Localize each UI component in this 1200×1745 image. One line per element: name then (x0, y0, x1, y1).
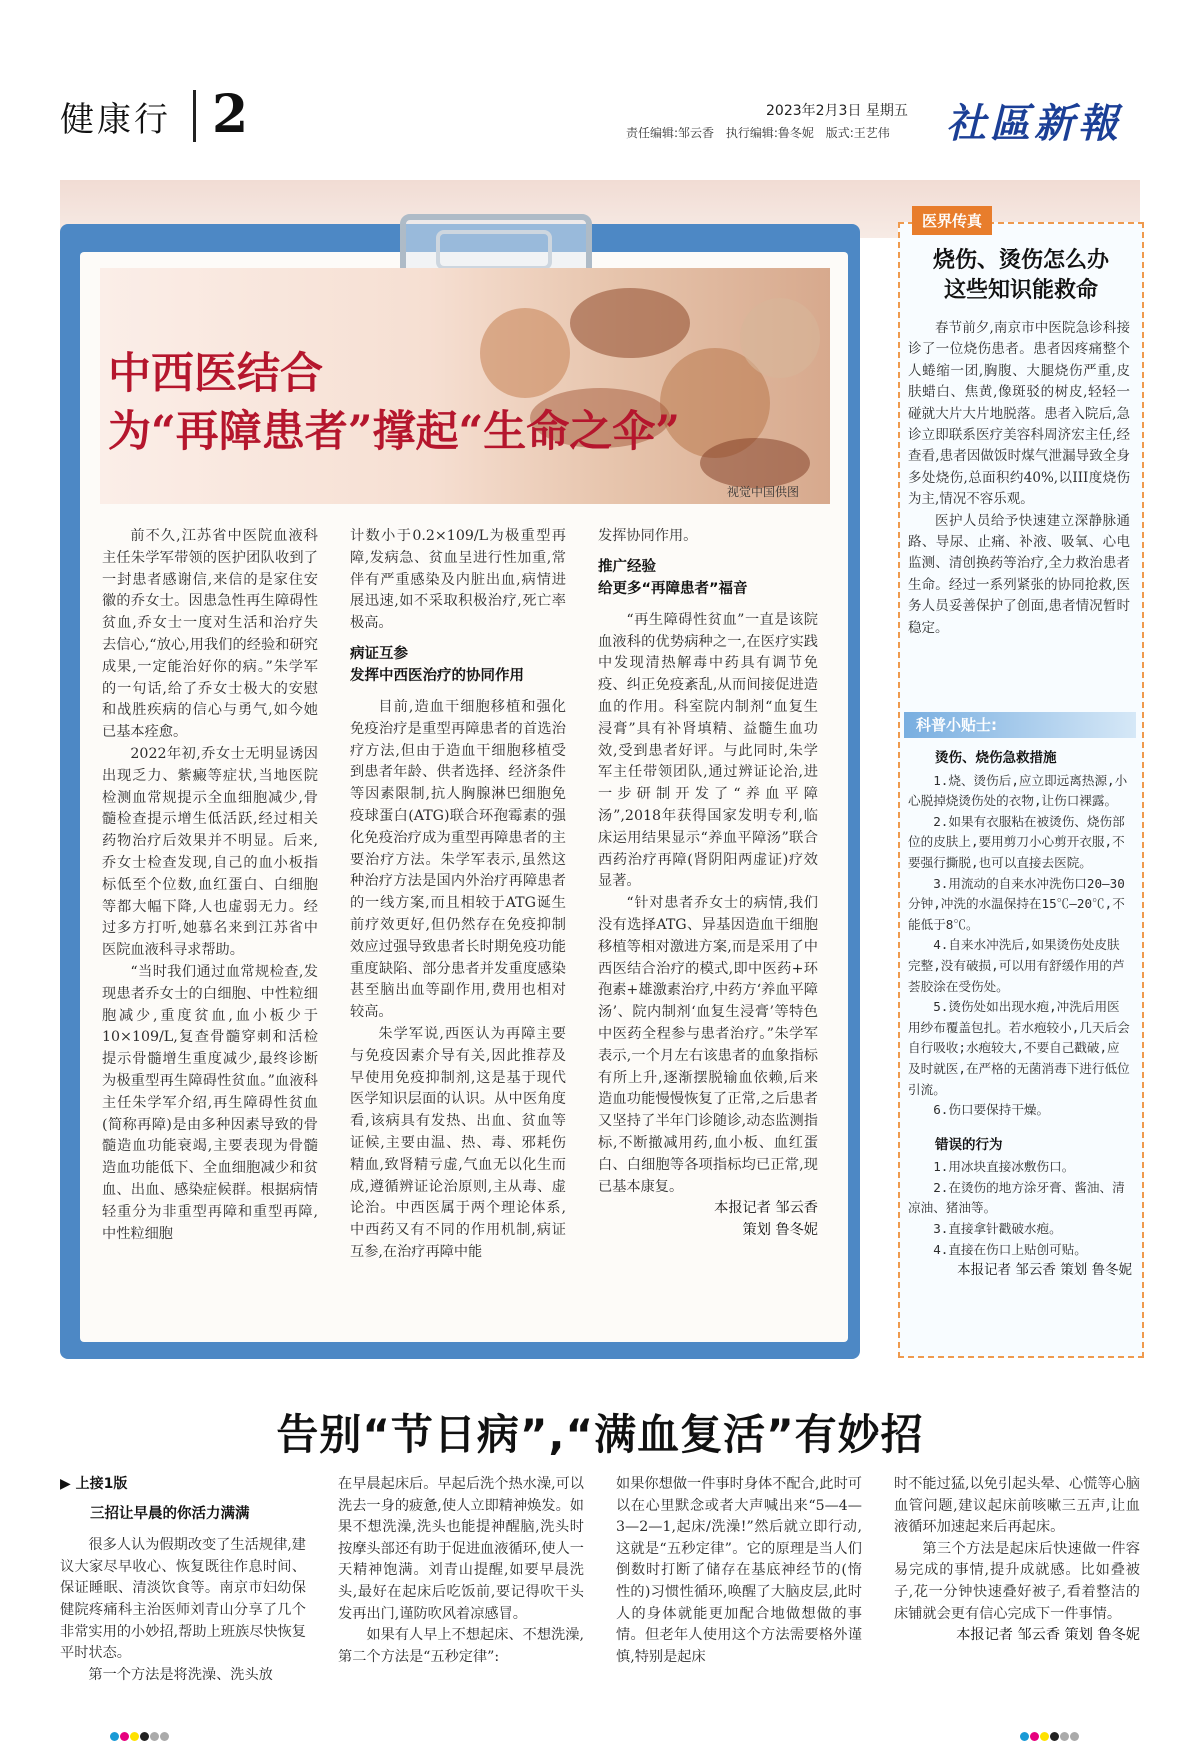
article-column-3 (598, 526, 818, 1242)
continued-from (60, 1474, 306, 1496)
tips-title: 烫伤、烧伤急救措施 (935, 750, 1057, 766)
clipboard-clip-inner (436, 230, 552, 270)
paragraph: 如果你想做一件事时身体不配合,此时可以在心里默念或者大声喊出来“5—4—3—2—1,起床/洗澡!”然后就立即行动,这就是“五秒定律”。它的原理是当人们倒数时打断了储存在基底神经节的(惰性的)习惯性循环,唤醒了大脑皮层,此时人的身体就能更加配合地做想做的事情。但老年人使用这个方法需要格外谨慎,特别是起床 (616, 1476, 862, 1665)
sidebar-title-line1: 烧伤、烫伤怎么办 (932, 248, 1109, 273)
tip-item: 3.用流动的自来水冲洗伤口20—30分钟,冲洗的水温保持在15℃—20℃,不能低于8℃。 (908, 875, 1125, 932)
paragraph: “再生障碍性贫血”一直是该院血液科的优势病种之一,在医疗实践中发现清热解毒中药具有调节免疫、纠正免疫紊乱,从而间接促进造血的作用。科室院内制剂“血复生浸膏”具有补肾填精、益髓生血功效,受到患者好评。与此同时,朱学军主任带领团队,通过辨证论治,进一步研制开发了“养血平障汤”,2018年获得国家发明专利,临床运用结果显示“养血平障汤”联合西药治疗再障(肾阴阳两虚证)疗效显著。 (598, 611, 818, 890)
paragraph: 时不能过猛,以免引起头晕、心慌等心脑血管问题,建议起床前咳嗽三五声,让血液循环加速起来后再起床。 (894, 1476, 1140, 1536)
byline-planner: 策划 鲁冬妮 (742, 1222, 818, 1239)
wrong-item: 2.在烫伤的地方涂牙膏、酱油、清凉油、猪油等。 (908, 1179, 1125, 1216)
tip-item: 1.烧、烫伤后,应立即远离热源,小心脱掉烧烫伤处的衣物,让伤口裸露。 (908, 772, 1128, 809)
paragraph: “针对患者乔女士的病情,我们没有选择ATG、异基因造血干细胞移植等相对激进方案,而是采用了中西医结合治疗的模式,即中医药+环孢素+雄激素治疗,中药方‘养血平障汤’、院内制剂‘血复生浸膏’等特色中医药全程参与患者治疗。”朱学军表示,一个月左右该患者的血象指标有所上升,逐渐摆脱输血依赖,后来造血功能慢慢恢复了正常,之后患者又坚持了半年门诊随诊,动态监测指标,不断撤减用药,血小板、血红蛋白、白细胞等各项指标均已正常,现已基本康复。 (598, 895, 818, 1195)
tip-item: 4.自来水冲洗后,如果烫伤处皮肤完整,没有破损,可以用有舒缓作用的芦荟胶涂在受伤处。 (908, 937, 1125, 994)
paragraph: 发挥协同作用。 (598, 528, 698, 544)
paragraph: 2022年初,乔女士无明显诱因出现乏力、紫癜等症状,当地医院检测血常规提示全血细胞减少,骨髓检查提示增生低活跃,经过相关药物治疗后效果并不明显。后来,乔女士检查发现,自己的血小板指标低至个位数,血红蛋白、白细胞等都大幅下降,人也虚弱无力。经过多方打听,她慕名来到江苏省中医院血液科寻求帮助。 (102, 745, 318, 959)
tips-body (908, 744, 1132, 1281)
paragraph: 计数小于0.2×109/L为极重型再障,发病急、贫血呈进行性加重,常伴有严重感染及内脏出血,病情进展迅速,如不采取积极治疗,死亡率极高。 (350, 528, 566, 632)
newspaper-logo: 社區新報 (946, 100, 1122, 147)
paragraph: 前不久,江苏省中医院血液科主任朱学军带领的医护团队收到了一封患者感谢信,来信的是家住安徽的乔女士。因患急性再生障碍性贫血,乔女士一度对生活和治疗失去信心,“放心,用我们的经验和研究成果,一定能治好你的病。”朱学军的一句话,给了乔女士极大的安慰和战胜疾病的信心与勇气,如今她已基本痊愈。 (102, 528, 318, 741)
bottom-column-1 (60, 1474, 306, 1686)
paragraph: 第一个方法是将洗澡、洗头放 (88, 1666, 273, 1683)
photo-credit: 视觉中国供图 (727, 485, 800, 499)
byline-reporter: 本报记者 邹云香 (714, 1200, 818, 1217)
issue-date: 2023年2月3日 星期五 (766, 103, 908, 119)
paragraph: 目前,造血干细胞移植和强化免疫治疗是重型再障患者的首选治疗方法,但由于造血干细胞移植受到患者年龄、供者选择、经济条件等因素限制,抗人胸腺淋巴细胞免疫球蛋白(ATG)联合环孢霉素的强化免疫治疗成为重型再障患者的主要治疗方法。朱学军表示,虽然这种治疗方法是国内外治疗再障患者的一线方案,而且相较于ATG诞生前疗效更好,但仍然存在免疫抑制效应过强导致患者长时期免疫功能重度缺陷、部分患者并发重度感染甚至脑出血等副作用,费用也相对较高。 (350, 698, 566, 1021)
sidebar-title-line2: 这些知识能救命 (943, 278, 1098, 303)
subheading-line2: 发挥中西医治疗的协同作用 (350, 667, 524, 684)
subheading-line1: 病证互参 (350, 645, 408, 662)
tip-item: 6.伤口要保持干燥。 (933, 1102, 1050, 1118)
bottom-byline: 本报记者 邹云香 策划 鲁冬妮 (956, 1627, 1140, 1644)
page-number: 2 (212, 84, 249, 145)
color-registration-marks (1020, 1726, 1080, 1736)
wrong-item: 4.直接在伤口上贴创可贴。 (933, 1241, 1087, 1257)
tips-header: 科普小贴士: (916, 716, 997, 734)
paragraph: 第三个方法是起床后快速做一件容易完成的事情,提升成就感。比如叠被子,花一分钟快速叠好被子,看着整洁的床铺就会更有信心完成下一件事情。 (894, 1540, 1140, 1622)
article-column-1 (102, 526, 318, 1245)
continued-from-label: 上接1版 (75, 1476, 128, 1492)
tip-item: 5.烫伤处如出现水疱,冲洗后用医用纱布覆盖包扎。若水疱较小,几天后会自行吸收;水疱较大,不要自己戳破,应及时就医,在严格的无菌消毒下进行低位引流。 (908, 999, 1130, 1097)
sidebar-byline: 本报记者 邹云香 策划 鲁冬妮 (957, 1262, 1132, 1279)
wrong-item: 3.直接拿针戳破水疱。 (933, 1221, 1062, 1237)
tip-item: 2.如果有衣服粘在被烫伤、烧伤部位的皮肤上,要用剪刀小心剪开衣服,不要强行撕脱,也可以直接去医院。 (908, 813, 1125, 870)
paragraph: 很多人认为假期改变了生活规律,建议大家尽早收心、恢复既往作息时间、保证睡眠、清淡饮食等。南京市妇幼保健院疼痛科主治医师刘青山分享了几个非常实用的小妙招,帮助上班族尽快恢复平时状态。 (60, 1537, 306, 1662)
wrong-behavior-title: 错误的行为 (935, 1136, 1003, 1153)
section-name: 健康行 (60, 100, 171, 140)
paragraph: 朱学军说,西医认为再障主要与免疫因素介导有关,因此推荐及早使用免疫抑制剂,这是基于现代医学知识层面的认识。从中医角度看,该病具有发热、出血、贫血等证候,主要由温、热、毒、邪耗伤精血,致肾精亏虚,气血无以化生而成,遵循辨证论治原则,主从毒、虚论治。中西医属于两个理论体系,中西药又有不同的作用机制,病证互参,在治疗再障中能 (350, 1025, 566, 1260)
article-title-line2: 为“再障患者”撑起“生命之伞” (108, 407, 680, 457)
triangle-icon: ▶ (60, 1476, 76, 1492)
subheading-line2: 给更多“再障患者”福音 (598, 580, 748, 597)
paragraph: 医护人员给予快速建立深静脉通路、导尿、止痛、补液、吸氧、心电监测、清创换药等治疗,全力救治患者生命。经过一系列紧张的协同抢救,医务人员妥善保护了创面,患者情况暂时稳定。 (908, 512, 1130, 636)
bottom-column-2 (338, 1474, 584, 1668)
wrong-item: 1.用冰块直接冰敷伤口。 (933, 1159, 1075, 1175)
paragraph: “当时我们通过血常规检查,发现患者乔女士的白细胞、中性粒细胞减少,重度贫血,血小板少于10×109/L,复查骨髓穿刺和活检提示骨髓增生重度减少,最终诊断为极重型再生障碍性贫血。”血液科主任朱学军介绍,再生障碍性贫血(简称再障)是由多种因素导致的骨髓造血功能衰竭,主要表现为骨髓造血功能低下、全血细胞减少和贫血、出血、感染症候群。根据病情轻重分为非重型再障和重型再障,中性粒细胞 (102, 963, 318, 1242)
paragraph: 在早晨起床后。早起后洗个热水澡,可以洗去一身的疲惫,使人立即精神焕发。如果不想洗澡,洗头也能提神醒脑,洗头时按摩头部还有助于促进血液循环,使人一天精神饱满。刘青山提醒,如要早晨洗头,最好在起床后吃饭前,要记得吹干头发再出门,谨防吹风着凉感冒。 (338, 1476, 584, 1622)
paragraph: 春节前夕,南京市中医院急诊科接诊了一位烧伤患者。患者因疼痛整个人蜷缩一团,胸腹、大腿烧伤严重,皮肤蜡白、焦黄,像斑驳的树皮,轻轻一碰就大片大片地脱落。患者入院后,急诊立即联系医疗美容科周济宏主任,经查看,患者因做饭时煤气泄漏导致全身多处烧伤,总面积约40%,以III度烧伤为主,情况不容乐观。 (908, 320, 1130, 508)
color-registration-marks (110, 1726, 170, 1736)
bottom-article-title: 告别“节日病”,“满血复活”有妙招 (276, 1410, 924, 1459)
bottom-column-4 (894, 1474, 1140, 1647)
subheading (350, 643, 566, 687)
sidebar-title (905, 246, 1137, 306)
subheading-line1: 推广经验 (598, 558, 656, 575)
bottom-column-3 (616, 1474, 862, 1668)
sidebar-body (908, 318, 1130, 639)
sidebar-tag: 医界传真 (912, 206, 992, 235)
paragraph: 如果有人早上不想起床、不想洗澡,第二个方法是“五秒定律”: (338, 1627, 584, 1665)
section-divider (193, 90, 196, 142)
editor-credits: 责任编辑:邹云香 执行编辑:鲁冬妮 版式:王艺伟 (626, 126, 890, 140)
bottom-subheading: 三招让早晨的你活力满满 (90, 1505, 250, 1522)
subheading (598, 556, 818, 600)
article-title-line1: 中西医结合 (108, 349, 323, 399)
article-column-2 (350, 526, 566, 1264)
